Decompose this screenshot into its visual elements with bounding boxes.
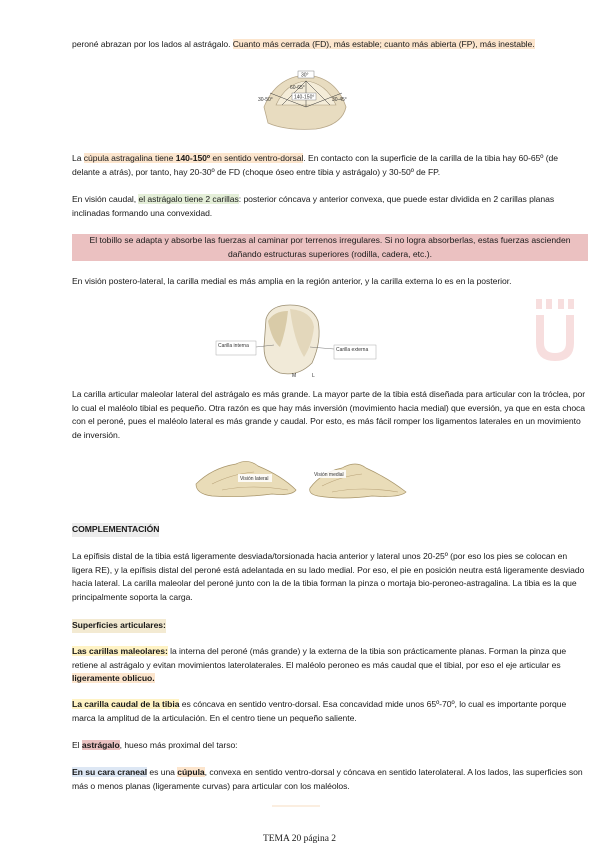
figure1-label-6065: 60-65° — [290, 85, 305, 91]
highlight-cara-craneal: En su cara craneal — [72, 767, 148, 777]
text: es cóncava en sentido ventro-dorsal. Esa concavidad mide unos 65º-70º, lo cual es importante porque marca la amplitud de la articulación. En el centro tiene un pequeño saliente. — [72, 699, 567, 723]
figure3-label-lateral: Visión lateral — [240, 476, 269, 482]
text: cúpula astragalina tiene — [83, 153, 176, 163]
text: peroné abrazan por los lados al astrágalo. — [72, 39, 233, 49]
text: En visión caudal, — [72, 194, 139, 204]
text: la interna del peroné (más grande) y la externa de la tibia son prácticamente planas. Forman la pinza que retiene al astrágalo y evitan movimientos laterolaterales. El maléolo peroneo es más caudal que el tibial, por eso el eje articular es — [72, 646, 567, 670]
highlight-cupula — [84, 153, 304, 163]
highlight-carilla-tibia: La carilla caudal de la tibia — [72, 699, 180, 709]
figure1-label-30: 30° — [301, 72, 309, 79]
figure2-label-externa: Carilla externa — [336, 347, 369, 353]
highlight-astragalo: astrágalo — [81, 740, 120, 750]
text: en sentido ventro-dorsal — [210, 153, 304, 163]
page-footer: TEMA 20 página 2 — [262, 834, 337, 844]
text: , convexa en sentido ventro-dorsal y cóncava en sentido laterolateral. A los lados, las superficies son más o menos planas (ligeramente curvas) para articular con los maléolos. — [72, 767, 583, 791]
figure1-label-140: 140-150° — [294, 94, 315, 101]
banner-tobillo: El tobillo se adapta y absorbe las fuerzas al caminar por terrenos irregulares. Si no logra absorberlas, estas fuerzas ascienden dañando estructuras superiores (rodilla, cadera, etc.). — [72, 234, 588, 261]
figure2-label-m: M — [292, 373, 297, 379]
heading-complementacion: COMPLEMENTACIÓN — [72, 523, 159, 537]
highlight-stability: Cuanto más cerrada (FD), más estable; cuanto más abierta (FP), más inestable. — [232, 39, 535, 49]
paragraph-postero: En visión postero-lateral, la carilla medial es más amplia en la región anterior, y la carilla externa lo es en la posterior. — [72, 276, 512, 286]
cupula-angle-figure — [256, 67, 352, 133]
figure1-label-3045: 30-45° — [332, 97, 347, 103]
university-watermark — [532, 295, 578, 365]
text: es una — [147, 767, 178, 777]
figure1-label-3050: 30-50° — [258, 97, 273, 103]
text: La — [72, 153, 84, 163]
highlight-carillas: el astrágalo tiene 2 carillas — [138, 194, 239, 204]
highlight-carillas-maleolares: Las carillas maleolares: — [72, 646, 168, 656]
paragraph-carillas — [72, 645, 588, 686]
angle-value: 140-150º — [175, 153, 210, 163]
figure2-label-interna: Carilla interna — [218, 343, 249, 349]
text: El — [72, 740, 82, 750]
highlight-oblicuo: ligeramente oblicuo. — [72, 673, 155, 683]
divider — [272, 805, 320, 807]
highlight-cupula: cúpula — [177, 767, 205, 777]
paragraph-astragalo — [72, 739, 588, 753]
figure2-label-l: L — [312, 373, 315, 379]
paragraph-caudal — [72, 193, 588, 220]
foot-views-figure — [192, 454, 410, 502]
text: : posterior cóncava y anterior convexa, que puede estar dividida en 2 carillas planas inclinadas formando una convexidad. — [72, 194, 555, 218]
text: , hueso más proximal del tarso: — [119, 740, 238, 750]
paragraph-tibia — [72, 698, 588, 725]
talus-figure — [214, 301, 380, 379]
paragraph-epifisis: La epífisis distal de la tibia está ligeramente desviada/torsionada hacia anterior y lateral unos 20-25º (por eso los pies se colocan en ligera RE), y la epífisis distal del peroné está adelantada en su lado medial. Por eso, el pie en posición neutra está ligeramente desviado hacia lateral. La carilla maleolar del peroné junto con la de la tibia forman la pinza o mortaja bio-peroneo-astragalina. La tibia es la que principalmente soporta la carga. — [72, 551, 585, 602]
paragraph-top — [72, 38, 588, 52]
paragraph-cupula — [72, 152, 588, 179]
text: . En contacto con la superficie de la carilla de la tibia hay 60-65º (de delante a atrás), por tanto, hay 20-30º de FD (choque óseo entre tibia y astrágalo) y 30-50º de FP. — [72, 153, 558, 177]
paragraph-craneal — [72, 766, 588, 793]
paragraph-maleolar: La carilla articular maleolar lateral del astrágalo es más grande. La mayor parte de la tibia está diseñada para articular con la tróclea, por lo cual el maléolo tibial es pequeño. Otra razón es que hay más inversión (movimiento hacia medial) que eversión, ya que en esta choca con el peroné, pues el maléolo lateral es más grande y caudal. Por esto, es más fácil romper los ligamentos laterales en un movimiento de inversión. — [72, 389, 586, 440]
figure3-label-medial: Visión medial — [314, 472, 344, 478]
heading-superficies: Superficies articulares: — [72, 619, 166, 633]
